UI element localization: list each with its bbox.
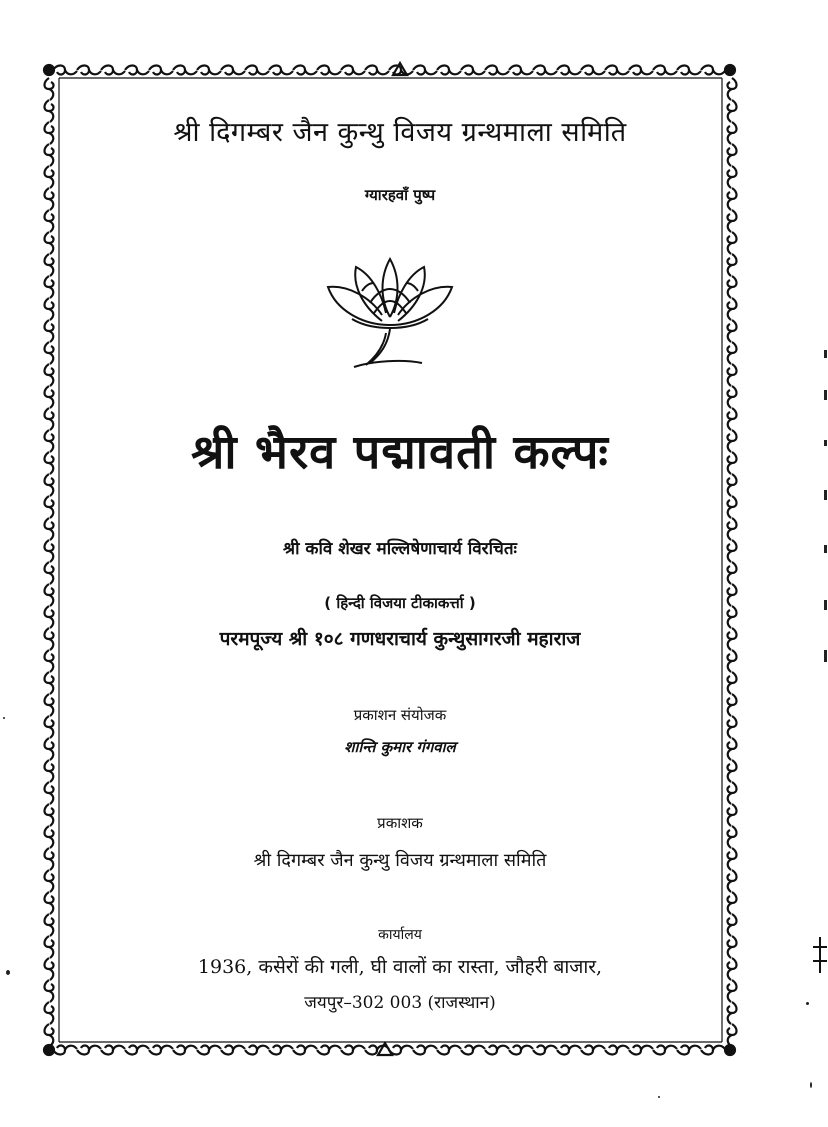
publisher-name: श्री दिगम्बर जैन कुन्थु विजय ग्रन्थमाला समिति bbox=[253, 850, 547, 871]
edition-number: ग्यारहवाँ पुष्प bbox=[364, 186, 436, 204]
scan-speck bbox=[806, 1002, 809, 1005]
author-line: श्री कवि शेखर मल्लिषेणाचार्य विरचितः bbox=[283, 539, 517, 559]
book-title: श्री भैरव पद्मावती कल्पः bbox=[191, 425, 609, 480]
office-label: कार्यालय bbox=[378, 927, 422, 943]
commentator-name: परमपूज्य श्री १०८ गणधराचार्य कुन्थुसागरजी महाराज bbox=[219, 628, 581, 650]
commentary-role: ( हिन्दी विजया टीकाकर्त्ता ) bbox=[324, 594, 476, 612]
scan-speck bbox=[810, 1082, 812, 1088]
coordinator-label: प्रकाशन संयोजक bbox=[353, 706, 447, 724]
lotus-icon bbox=[322, 255, 458, 375]
scan-speck bbox=[658, 1096, 660, 1098]
address-line-2: जयपुर–302 003 (राजस्थान) bbox=[304, 993, 496, 1013]
page-edge-marks bbox=[823, 350, 828, 680]
scan-speck bbox=[3, 717, 5, 719]
scan-speck bbox=[6, 970, 10, 975]
coordinator-name: शान्ति कुमार गंगवाल bbox=[344, 738, 456, 756]
cross-ornament-icon bbox=[812, 935, 828, 975]
publisher-label: प्रकाशक bbox=[377, 814, 423, 832]
series-name: श्री दिगम्बर जैन कुन्थु विजय ग्रन्थमाला समिति bbox=[173, 117, 627, 148]
address-line-1: 1936, कसेरों की गली, घी वालों का रास्ता, जौहरी बाजार, bbox=[197, 956, 603, 978]
